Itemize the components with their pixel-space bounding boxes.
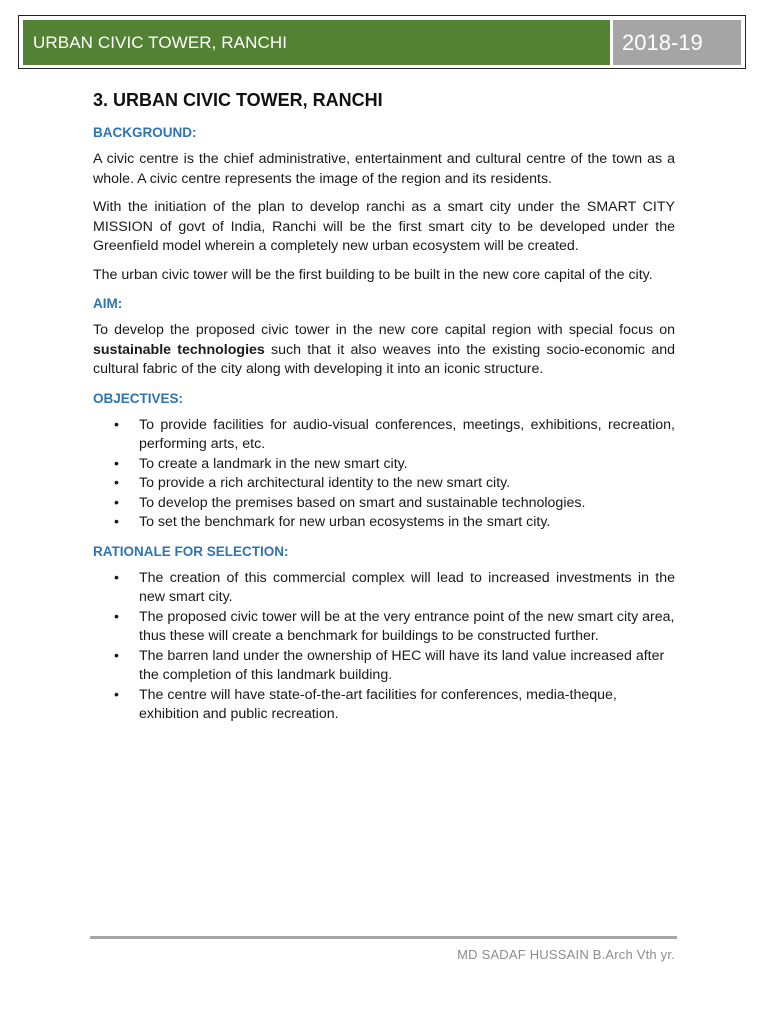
background-heading: BACKGROUND: [93,125,197,140]
list-item-text: The creation of this commercial complex will lead to increased investments in the new smart city. [139,569,675,605]
bullet-icon: • [114,455,119,472]
list-item-text: The proposed civic tower will be at the very entrance point of the new smart city area, thus these will create a benchmark for buildings to be constructed further. [139,608,675,644]
bullet-icon: • [114,569,119,586]
bullet-icon: • [114,416,119,433]
list-item [93,686,675,725]
aim-text-start: To develop the proposed civic tower in the new core capital region with special focus on [93,322,675,338]
aim-paragraph [93,321,675,380]
page-content [93,87,675,734]
footer-author: MD SADAF HUSSAIN B.Arch Vth yr. [457,947,675,962]
footer-divider [90,936,677,939]
bullet-icon: • [114,514,119,530]
list-item [93,474,675,494]
list-item [93,513,675,533]
header-year: 2018-19 [613,20,741,65]
list-item [93,569,675,608]
list-item-text: To provide facilities for audio-visual conferences, meetings, exhibitions, recreation, performing arts, etc. [139,416,675,452]
page-title: 3. URBAN CIVIC TOWER, RANCHI [93,90,383,110]
list-item-text: The centre will have state-of-the-art facilities for conferences, media-theque, exhibition and public recreation. [139,686,617,722]
bullet-icon: • [114,494,119,511]
list-item-text: To set the benchmark for new urban ecosystems in the smart city. [139,514,551,530]
bullet-icon: • [114,608,119,625]
list-item-text: The barren land under the ownership of HEC will have its land value increased after the completion of this landmark building. [139,647,665,683]
list-item-text: To create a landmark in the new smart city. [139,455,408,472]
bullet-icon: • [114,647,119,664]
bullet-icon: • [114,475,119,491]
bullet-icon: • [114,686,119,703]
list-item-text: To provide a rich architectural identity to the new smart city. [139,475,511,491]
aim-text-end: such that it also weaves into the existing socio-economic and cultural fabric of the city along with developing it into an iconic structure. [93,341,675,377]
list-item-text: To develop the premises based on smart and sustainable technologies. [139,494,586,511]
background-paragraph-1: A civic centre is the chief administrative, entertainment and cultural centre of the town as a whole. A civic centre represents the image of the region and its residents. [93,151,675,187]
list-item [93,608,675,647]
objectives-list [93,416,675,533]
rationale-heading: RATIONALE FOR SELECTION: [93,543,289,559]
list-item [93,416,675,455]
header-title: URBAN CIVIC TOWER, RANCHI [23,20,610,65]
list-item [93,455,675,475]
rationale-list [93,569,675,725]
objectives-heading: OBJECTIVES: [93,390,184,406]
list-item [93,647,675,686]
background-paragraph-2: With the initiation of the plan to develop ranchi as a smart city under the SMART CITY MISSION of govt of India, Ranchi will be the first smart city to be developed under the Greenfield model wherein a completely new urban ecosystem will be created. [93,199,675,254]
background-paragraph-3: The urban civic tower will be the first building to be built in the new core capital of the city. [93,266,653,283]
aim-heading: AIM: [93,296,123,311]
aim-text-bold: sustainable technologies [93,341,265,358]
list-item [93,494,675,514]
